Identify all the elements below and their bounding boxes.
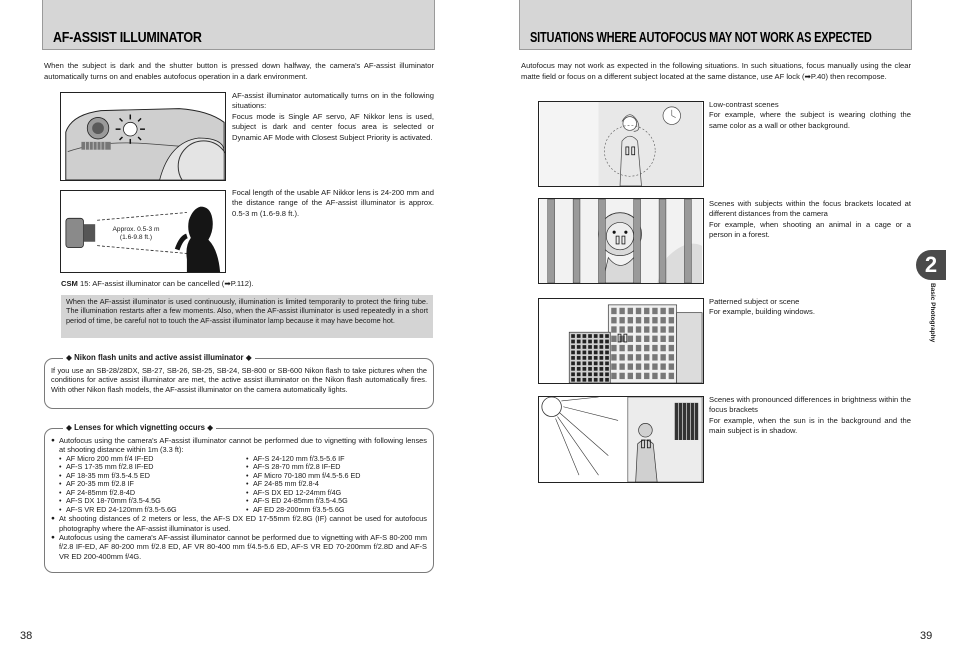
building-window xyxy=(583,378,587,382)
range-label xyxy=(104,226,168,242)
lens-item: • AF 18-35 mm f/3.5-4.5 ED xyxy=(59,472,240,481)
lens-item: • AF-S DX 18-70mm f/3.5-4.5G xyxy=(59,497,240,506)
lens-item: • AF-S 28-70 mm f/2.8 IF-ED xyxy=(246,463,427,472)
building-window xyxy=(619,308,624,314)
building-window xyxy=(600,351,604,355)
building-window xyxy=(600,340,604,344)
building-window xyxy=(594,345,598,349)
building-window xyxy=(628,354,633,360)
building-window xyxy=(577,356,581,360)
building-window xyxy=(600,367,604,371)
building-window xyxy=(628,363,633,369)
building-window xyxy=(660,336,665,342)
building-window xyxy=(571,351,575,355)
building-window xyxy=(644,354,649,360)
lens-item: • AF Micro 70-180 mm f/4.5-5.6 ED xyxy=(246,472,427,481)
building-window xyxy=(594,367,598,371)
scene-4-text: Scenes with pronounced differences in brightness within the focus brackets For example, when the sun is in the background and the main subject is in shadow. xyxy=(709,395,911,436)
patterned-building-illustration xyxy=(539,299,703,383)
building-window xyxy=(594,378,598,382)
building-window xyxy=(577,378,581,382)
lens-item: • AF Micro 200 mm f/4 IF-ED xyxy=(59,455,240,464)
lens-item: • AF ED 28-200mm f/3.5-5.6G xyxy=(246,506,427,515)
building-window xyxy=(605,378,609,382)
building-window xyxy=(583,345,587,349)
building-window xyxy=(571,367,575,371)
building-window xyxy=(628,326,633,332)
building-window xyxy=(611,373,616,379)
building-window xyxy=(605,334,609,338)
nikon-flash-box xyxy=(44,353,434,409)
building-window xyxy=(611,326,616,332)
building-window xyxy=(636,317,641,323)
low-contrast-illustration xyxy=(539,102,703,186)
lens-item: • AF-S 24-120 mm f/3.5-5.6 IF xyxy=(246,455,427,464)
building-window xyxy=(588,340,592,344)
building-window xyxy=(571,356,575,360)
building-window xyxy=(619,354,624,360)
building-window xyxy=(611,336,616,342)
building-window xyxy=(571,334,575,338)
building-window xyxy=(588,345,592,349)
building-window xyxy=(636,363,641,369)
building-window xyxy=(660,373,665,379)
building-window xyxy=(660,308,665,314)
building-window xyxy=(669,336,674,342)
chapter-tab: 2 xyxy=(916,250,946,280)
building-window xyxy=(636,354,641,360)
illuminator-range-text: Focal length of the usable AF Nikkor lens is 24-200 mm and the distance range of the AF-assist illuminator is approx. 0.5-3 m (1.6-9.8 ft.). xyxy=(232,188,434,218)
building-window xyxy=(652,326,657,332)
building-window xyxy=(594,372,598,376)
scene-1-text: Low-contrast scenes For example, where the subject is wearing clothing the same color as a wall or other background. xyxy=(709,100,911,130)
building-window xyxy=(588,334,592,338)
lens-item: • AF 24-85mm f/2.8-4D xyxy=(59,489,240,498)
building-window xyxy=(583,362,587,366)
left-page-number: 38 xyxy=(20,630,33,642)
building-window xyxy=(594,340,598,344)
building-window xyxy=(660,345,665,351)
building-window xyxy=(571,340,575,344)
building-window xyxy=(600,362,604,366)
building-window xyxy=(588,362,592,366)
building-window xyxy=(669,354,674,360)
building-window xyxy=(577,372,581,376)
csm-label: CSM xyxy=(61,279,78,288)
building-window xyxy=(588,372,592,376)
caged-subject-illustration xyxy=(539,199,703,283)
building-window xyxy=(600,345,604,349)
building-window xyxy=(628,308,633,314)
building-window xyxy=(628,317,633,323)
vignetting-bullet-3: ● Autofocus using the camera's AF-assist illuminator cannot be performed due to vignetting with AF-S 80-200 mm f/2.8 IF-ED, AF 80-200 mm f/2.8 ED, AF VR 80-400 mm f/4.5-5.6 ED, AF-S VR ED 70-200mm f/2.8D and AF-S VR ED 200-400mm f/4G. xyxy=(51,533,427,561)
building-window xyxy=(611,345,616,351)
right-page-title: SITUATIONS WHERE AUTOFOCUS MAY NOT WORK AS EXPECTED xyxy=(530,30,872,46)
building-window xyxy=(636,326,641,332)
right-intro-paragraph: Autofocus may not work as expected in the following situations. In such situations, focus manually using the clear matte field or focus on a different subject located at the same distance, use AF lock (➡P.40) then recompose. xyxy=(521,61,911,81)
building-window xyxy=(588,356,592,360)
nikon-flash-box-title: ◆ Nikon flash units and active assist illuminator ◆ xyxy=(63,353,255,362)
building-window xyxy=(619,373,624,379)
building-window xyxy=(660,326,665,332)
building-window xyxy=(583,334,587,338)
building-window xyxy=(644,373,649,379)
building-window xyxy=(583,367,587,371)
building-window xyxy=(605,356,609,360)
backlit-scene-figure xyxy=(538,396,704,483)
camera-illuminator-illustration xyxy=(61,93,225,180)
building-window xyxy=(628,373,633,379)
building-window xyxy=(652,345,657,351)
range-label-line1: Approx. 0.5-3 m xyxy=(112,226,160,233)
building-window xyxy=(644,363,649,369)
building-window xyxy=(571,362,575,366)
lens-item: • AF-S ED 24-85mm f/3.5-4.5G xyxy=(246,497,427,506)
building-window xyxy=(636,308,641,314)
building-window xyxy=(600,334,604,338)
building-window xyxy=(652,373,657,379)
building-window xyxy=(652,363,657,369)
building-window xyxy=(652,336,657,342)
building-window xyxy=(588,351,592,355)
building-window xyxy=(571,378,575,382)
building-window xyxy=(577,362,581,366)
scene-2-text: Scenes with subjects within the focus brackets located at different distances from the camera For example, when shooting an animal in a cage or a person in a forest. xyxy=(709,199,911,240)
low-contrast-scene-figure xyxy=(538,101,704,187)
building-window xyxy=(619,326,624,332)
building-window xyxy=(594,334,598,338)
building-window xyxy=(660,363,665,369)
building-window xyxy=(669,326,674,332)
illuminator-conditions-text: AF-assist illuminator automatically turns on in the following situations: Focus mode is Single AF servo, AF Nikkor lens is used, subject is dark and center focus area is selected or Dynamic AF Mode with Closest Subject Priority is activated. xyxy=(232,91,434,142)
building-window xyxy=(571,372,575,376)
building-window xyxy=(611,363,616,369)
range-label-line2: (1.6-9.8 ft.) xyxy=(119,234,153,241)
building-window xyxy=(644,308,649,314)
vignetting-lenses-box xyxy=(44,423,434,573)
building-window xyxy=(605,372,609,376)
csm-note xyxy=(61,279,434,289)
building-window xyxy=(660,354,665,360)
building-window xyxy=(605,340,609,344)
building-window xyxy=(619,345,624,351)
building-window xyxy=(628,345,633,351)
building-window xyxy=(644,336,649,342)
building-window xyxy=(577,340,581,344)
building-window xyxy=(669,345,674,351)
building-window xyxy=(600,356,604,360)
building-window xyxy=(605,367,609,371)
left-page-title: AF-ASSIST ILLUMINATOR xyxy=(53,30,202,46)
left-header-bar xyxy=(42,0,435,50)
nikon-flash-box-body: If you use an SB-28/28DX, SB-27, SB-26, SB-25, SB-24, SB-800 or SB-600 Nikon flash to take pictures when the conditions for active assist illuminator are met, the active assist illuminator on the Nikon flash automatically fires. With other Nikon flash models, the AF-assist illuminator on the camera automatically lights. xyxy=(51,366,427,394)
building-window xyxy=(571,345,575,349)
lens-item: • AF 20-35 mm f/2.8 IF xyxy=(59,480,240,489)
right-page xyxy=(477,0,954,667)
vignetting-box-title: ◆ Lenses for which vignetting occurs ◆ xyxy=(63,423,216,432)
building-window xyxy=(611,354,616,360)
building-window xyxy=(588,367,592,371)
building-window xyxy=(660,317,665,323)
building-window xyxy=(644,326,649,332)
building-window xyxy=(636,345,641,351)
building-window xyxy=(652,354,657,360)
building-window xyxy=(652,308,657,314)
building-window xyxy=(577,367,581,371)
building-window xyxy=(594,362,598,366)
building-window xyxy=(594,351,598,355)
building-window xyxy=(577,334,581,338)
vignetting-box-body xyxy=(51,436,427,561)
building-window xyxy=(628,336,633,342)
building-window xyxy=(600,372,604,376)
building-window xyxy=(652,317,657,323)
patterned-building-scene-figure xyxy=(538,298,704,384)
building-window xyxy=(605,351,609,355)
backlit-illustration xyxy=(539,397,703,482)
building-window xyxy=(583,340,587,344)
building-window xyxy=(594,356,598,360)
building-window xyxy=(644,317,649,323)
right-header-bar xyxy=(519,0,912,50)
building-window xyxy=(577,351,581,355)
building-window xyxy=(619,317,624,323)
csm-text: 15: AF-assist illuminator can be cancelled (➡P.112). xyxy=(77,279,254,288)
right-page-number: 39 xyxy=(920,630,933,642)
caged-subject-scene-figure xyxy=(538,198,704,284)
building-window xyxy=(636,336,641,342)
lens-item: • AF-S VR ED 24-120mm f/3.5-5.6G xyxy=(59,506,240,515)
left-intro-paragraph: When the subject is dark and the shutter button is pressed down halfway, the camera's AF-assist illuminator automatically turns on and enables autofocus operation in a dark environment. xyxy=(44,61,434,81)
building-window xyxy=(583,351,587,355)
building-window xyxy=(669,308,674,314)
building-window xyxy=(669,317,674,323)
chapter-label: Basic Photography xyxy=(929,283,936,343)
building-window xyxy=(600,378,604,382)
building-window xyxy=(669,363,674,369)
vignetting-bullet-1: ● Autofocus using the camera's AF-assist illuminator cannot be performed due to vignetting with following lenses at shooting distance within 1m (3.3 ft): xyxy=(51,436,427,455)
scene-3-text: Patterned subject or scene For example, building windows. xyxy=(709,297,815,317)
building-window xyxy=(611,317,616,323)
building-window xyxy=(611,308,616,314)
building-window xyxy=(636,373,641,379)
building-window xyxy=(583,372,587,376)
building-window xyxy=(583,356,587,360)
building-window xyxy=(605,362,609,366)
building-window xyxy=(577,345,581,349)
caution-note: When the AF-assist illuminator is used continuously, illumination is limited temporarily to protect the firing tube. The illumination restarts after a few moments. Also, when the AF-assist illuminator is used repeatedly in a short period of time, be careful not to touch the AF-assist illuminator lamp because it may have become hot. xyxy=(61,295,433,338)
building-window xyxy=(605,345,609,349)
lens-item: • AF-S DX ED 12-24mm f/4G xyxy=(246,489,427,498)
building-window xyxy=(588,378,592,382)
lens-item: • AF 24-85 mm f/2.8-4 xyxy=(246,480,427,489)
vignetting-bullet-2: ● At shooting distances of 2 meters or less, the AF-S DX ED 17-55mm f/2.8G (IF) cannot be used for autofocus photography where the AF-assist illuminator is used. xyxy=(51,514,427,533)
building-window xyxy=(619,363,624,369)
lens-list xyxy=(51,455,427,515)
camera-illuminator-figure xyxy=(60,92,226,181)
building-window xyxy=(644,345,649,351)
lens-item: • AF-S 17-35 mm f/2.8 IF-ED xyxy=(59,463,240,472)
building-window xyxy=(669,373,674,379)
